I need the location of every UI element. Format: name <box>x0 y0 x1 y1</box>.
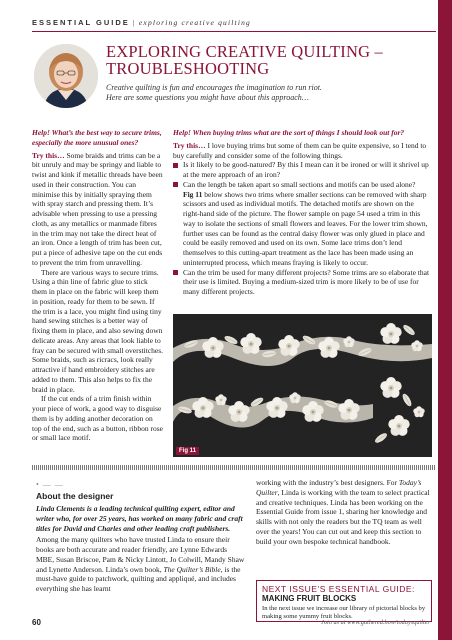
intro-line: Here are some questions you might have about this approach… <box>106 93 309 103</box>
bullet-square-icon <box>173 270 178 275</box>
about-left-column <box>36 504 246 594</box>
right-question: Help! When buying trims what are the sort of things I should look out for? <box>173 128 405 137</box>
lace-trims-illustration <box>173 314 432 457</box>
left-question: Help! What’s the best way to secure trims, especially the more unusual ones? <box>32 128 162 147</box>
left-column <box>32 128 163 443</box>
author-avatar <box>34 44 98 108</box>
about-bio-italic: Linda Clements is a leading technical quilting expert, editor and writer who, for over 25 years, has worked on many fabric and craft titles for David and Charles and other leading craft publishers. <box>36 504 243 533</box>
bullet-square-icon <box>173 182 178 187</box>
next-issue-title: NEXT ISSUE’S ESSENTIAL GUIDE: <box>262 584 415 594</box>
bullet-square-icon <box>173 163 178 168</box>
about-dots-ornament: • — — <box>36 480 64 489</box>
next-issue-text: In the next issue we increase our library of pictorial blocks by making some yummy fruit blocks. <box>262 605 426 620</box>
bullet-item <box>173 268 432 297</box>
about-bio-text: , is the must-have guide to patchwork, quilting and appliqué, and includes everything she has learnt <box>36 564 241 593</box>
about-bio-text: Among the many quilters who have trusted Linda to ensure their books are both accurate and reader friendly, are Lynne Edwards MBE, Susan Briscoe, Pam & Nicky Lintott, Jo Colwill, Mandy Shaw and Lynette Anderson. Linda’s own book, <box>36 535 245 574</box>
author-portrait-illustration <box>34 44 98 108</box>
bullet-text: Can the trim be used for many different projects? Some trims are so elaborate that their use is limited. Buying a medium-sized trim is more likely to be of use for many different projects. <box>183 267 430 296</box>
figure-label: Fig 11 <box>176 447 199 455</box>
intro-line: Creative quilting is fun and encourages the imagination to run riot. <box>106 83 322 92</box>
about-bio-text: working with the industry’s best designers. For <box>256 478 398 487</box>
next-issue-box <box>256 580 432 622</box>
footer-url[interactable]: Join us at www.gathered.how/todaysquilter <box>321 619 430 626</box>
about-heading: About the designer <box>36 491 114 501</box>
right-lead-text: I love buying trims but some of them can be quite expensive, so I tend to buy carefully and consider some of the following things. <box>173 140 427 160</box>
bullet-text: Is it likely to be good-natured? By this I mean can it be ironed or will it shrivel up at the mere approach of an iron? <box>183 160 429 179</box>
page-number: 60 <box>32 618 41 627</box>
header-topic: exploring creative quilting <box>138 18 252 27</box>
lace-trims-photo <box>173 314 432 457</box>
header-section: ESSENTIAL GUIDE <box>32 18 130 27</box>
edge-color-strip <box>438 0 452 640</box>
left-paragraph <box>32 151 163 268</box>
article-intro <box>106 83 436 103</box>
about-bio-text: , Linda is working with the team to select practical and creative techniques. Linda has been working on the Essential Guide from issue 1, sharing her knowledge and skills with not only the readers but the TQ team as well over the years! You can cut out and keep this section to build your own bespoke technical handbook. <box>256 487 430 546</box>
header-separator: | <box>132 18 136 27</box>
left-paragraph: There are various ways to secure trims. Using a thin line of fabric glue to stick them in place on the fabric will keep them in position, ready for them to be sewn. If the trim is a lace, you might find using tiny hand sewing stitches is a better way of fixing them in place, and also sewing down delicate areas. Any areas that look liable to fray can be secured with small overstitches. Some braids, such as ricracs, look really attractive if hand embroidery stitches are added to them. This also helps to fix the braid in place. <box>32 267 163 394</box>
left-lead: Try this… <box>32 150 65 160</box>
bullet-item <box>173 160 432 180</box>
next-issue-subtitle: MAKING FRUIT BLOCKS <box>262 594 357 603</box>
right-lead-paragraph <box>173 141 432 161</box>
about-bio-paragraph <box>256 478 432 546</box>
section-divider <box>32 465 436 470</box>
bullet-text: Can the length be taken apart so small sections and motifs can be used alone? <box>183 179 416 189</box>
fig-reference: Fig 11 <box>183 189 203 199</box>
about-right-column <box>256 478 432 546</box>
right-column <box>173 128 432 297</box>
left-paragraph: If the cut ends of a trim finish within your piece of work, a good way to disguise them is by adding another decoration on top of the end, such as a button, ribbon rose or small lace motif. <box>32 394 164 443</box>
magazine-name: Today’s Quilter <box>256 478 422 497</box>
about-book-title: The Quilter’s Bible <box>163 564 221 574</box>
left-paragraph-text: Some braids and trims can be a bit unruly and may be springy and liable to twist and kink if metallic threads have been used in their construction. You can minimise this by initially spraying them with spray starch and pressing them. It’s advisable when pressing to use a pressing cloth, as any metallics or manmade fibres in the trim may not take the direct heat of an iron. Once a length of trim has been cut, put a piece of adhesive tape on the cut ends to prevent the trim from unravelling. <box>32 150 163 267</box>
right-lead: Try this… <box>173 140 206 150</box>
header-rule <box>32 31 436 32</box>
bullet-item <box>173 180 432 268</box>
about-bio-paragraph <box>36 535 246 594</box>
fig-description: below shows two trims where smaller sections can be removed with sharp scissors and used as individual motifs. The detached motifs are shown on the right-hand side of the picture. The flower sample on page 54 used a trim in this way to isolate the sections of small flowers and leaves. For the lower trim shown, further uses can be found as the central daisy flower was only glued in place and could be easily removed and used on its own. Some lace trims don’t lend themselves to this cutting-apart treatment as the lace has been made using an uninterrupted process, which means fraying is likely to occur. <box>183 189 428 267</box>
article-title: EXPLORING CREATIVE QUILTING – TROUBLESHOOTING <box>106 42 383 78</box>
running-header <box>32 18 251 27</box>
